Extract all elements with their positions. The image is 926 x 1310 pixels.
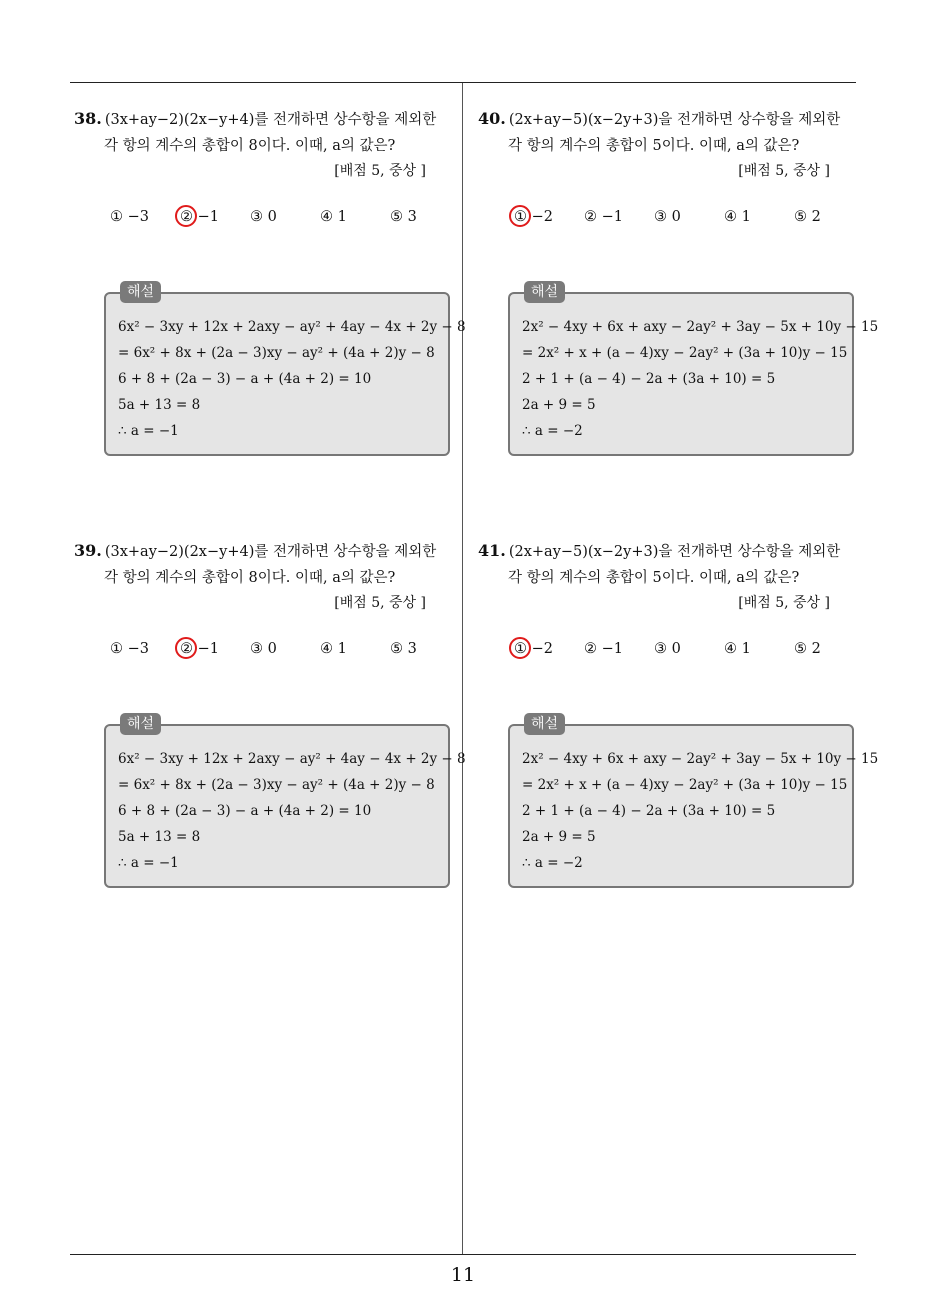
solution-line: ∴ a = −2 (522, 423, 583, 439)
choice-1[interactable]: ① −2 (514, 641, 553, 657)
problem-text-line1: (2x+ay−5)(x−2y+3)을 전개하면 상수항을 제외한 (508, 544, 841, 560)
answer-mark-circle (175, 205, 197, 227)
choice-2[interactable]: ② −1 (584, 641, 623, 657)
solution-line: = 6x² + 8x + (2a − 3)xy − ay² + (4a + 2)y − 8 (118, 777, 435, 793)
page-number: 11 (450, 1264, 476, 1286)
choice-1[interactable]: ① −3 (110, 209, 149, 225)
answer-mark-circle (175, 637, 197, 659)
choice-3[interactable]: ③ 0 (654, 641, 681, 657)
solution-line: 2a + 9 = 5 (522, 397, 596, 413)
choice-5[interactable]: ⑤ 3 (390, 209, 417, 225)
problem-text-line1: (3x+ay−2)(2x−y+4)를 전개하면 상수항을 제외한 (104, 544, 437, 560)
problem-39 (74, 538, 466, 871)
choice-5[interactable]: ⑤ 2 (794, 641, 821, 657)
answer-choices (478, 205, 834, 235)
solution-line: ∴ a = −1 (118, 423, 179, 439)
answer-choices (74, 637, 430, 667)
solution-line: 2x² − 4xy + 6x + axy − 2ay² + 3ay − 5x + 10y − 15 (522, 319, 879, 335)
problem-text-line1: (3x+ay−2)(2x−y+4)를 전개하면 상수항을 제외한 (104, 112, 437, 128)
choice-5[interactable]: ⑤ 3 (390, 641, 417, 657)
solution-line: 2 + 1 + (a − 4) − 2a + (3a + 10) = 5 (522, 803, 776, 819)
column-divider (462, 83, 463, 1254)
problem-41 (478, 538, 879, 871)
score-label: [배점 5, 중상 ] (334, 163, 426, 179)
solution-badge: 해설 (524, 713, 565, 735)
solution-line: 6 + 8 + (2a − 3) − a + (4a + 2) = 10 (118, 803, 372, 819)
choice-3[interactable]: ③ 0 (654, 209, 681, 225)
choice-4[interactable]: ④ 1 (320, 641, 347, 657)
problem-38 (74, 106, 466, 439)
footer-rule (70, 1254, 856, 1255)
choice-3[interactable]: ③ 0 (250, 641, 277, 657)
problem-number: 39. (74, 541, 102, 560)
solution-line: 5a + 13 = 8 (118, 397, 201, 413)
problem-40 (478, 106, 879, 439)
solution-box (508, 716, 879, 888)
solution-line: 6x² − 3xy + 12x + 2axy − ay² + 4ay − 4x + 2y − 8 (118, 751, 466, 767)
problem-text-line2: 각 항의 계수의 총합이 5이다. 이때, a의 값은? (508, 570, 800, 586)
problem-text-line2: 각 항의 계수의 총합이 5이다. 이때, a의 값은? (508, 138, 800, 154)
choice-3[interactable]: ③ 0 (250, 209, 277, 225)
choice-2[interactable]: ② −1 (180, 209, 219, 225)
solution-line: 5a + 13 = 8 (118, 829, 201, 845)
solution-line: 2a + 9 = 5 (522, 829, 596, 845)
solution-line: = 2x² + x + (a − 4)xy − 2ay² + (3a + 10)y − 15 (522, 777, 848, 793)
problem-number: 40. (478, 109, 506, 128)
solution-badge: 해설 (524, 281, 565, 303)
answer-mark-circle (509, 637, 531, 659)
answer-choices (74, 205, 430, 235)
problem-number: 38. (74, 109, 102, 128)
score-label: [배점 5, 중상 ] (334, 595, 426, 611)
choice-1[interactable]: ① −3 (110, 641, 149, 657)
solution-line: ∴ a = −1 (118, 855, 179, 871)
solution-line: = 6x² + 8x + (2a − 3)xy − ay² + (4a + 2)y − 8 (118, 345, 435, 361)
score-label: [배점 5, 중상 ] (738, 163, 830, 179)
choice-4[interactable]: ④ 1 (724, 641, 751, 657)
problem-text-line2: 각 항의 계수의 총합이 8이다. 이때, a의 값은? (104, 138, 396, 154)
solution-badge: 해설 (120, 713, 161, 735)
header-rule (70, 82, 856, 83)
solution-line: = 2x² + x + (a − 4)xy − 2ay² + (3a + 10)y − 15 (522, 345, 848, 361)
solution-box (508, 284, 879, 456)
solution-badge: 해설 (120, 281, 161, 303)
choice-2[interactable]: ② −1 (584, 209, 623, 225)
solution-line: 2 + 1 + (a − 4) − 2a + (3a + 10) = 5 (522, 371, 776, 387)
answer-choices (478, 637, 834, 667)
choice-1[interactable]: ① −2 (514, 209, 553, 225)
choice-4[interactable]: ④ 1 (320, 209, 347, 225)
problem-number: 41. (478, 541, 506, 560)
answer-mark-circle (509, 205, 531, 227)
score-label: [배점 5, 중상 ] (738, 595, 830, 611)
solution-box (104, 716, 466, 888)
problem-text-line2: 각 항의 계수의 총합이 8이다. 이때, a의 값은? (104, 570, 396, 586)
solution-line: 2x² − 4xy + 6x + axy − 2ay² + 3ay − 5x + 10y − 15 (522, 751, 879, 767)
solution-line: 6 + 8 + (2a − 3) − a + (4a + 2) = 10 (118, 371, 372, 387)
solution-line: 6x² − 3xy + 12x + 2axy − ay² + 4ay − 4x + 2y − 8 (118, 319, 466, 335)
choice-5[interactable]: ⑤ 2 (794, 209, 821, 225)
solution-line: ∴ a = −2 (522, 855, 583, 871)
problem-text-line1: (2x+ay−5)(x−2y+3)을 전개하면 상수항을 제외한 (508, 112, 841, 128)
choice-2[interactable]: ② −1 (180, 641, 219, 657)
choice-4[interactable]: ④ 1 (724, 209, 751, 225)
solution-box (104, 284, 466, 456)
